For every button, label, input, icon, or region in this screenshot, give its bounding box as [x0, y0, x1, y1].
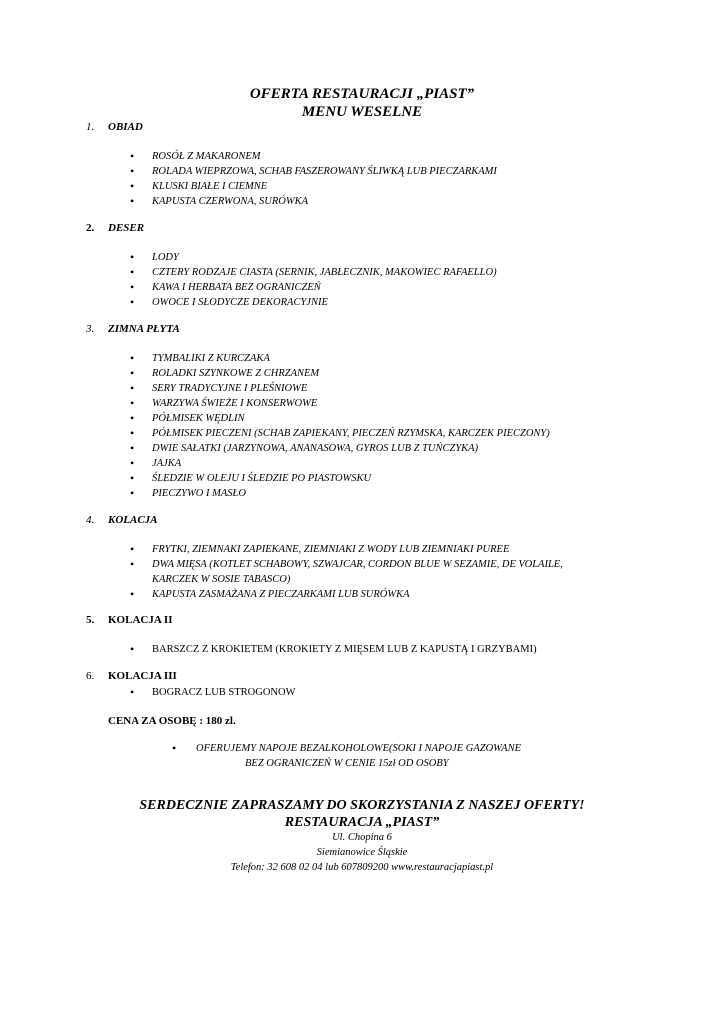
section-number: 3.	[86, 323, 95, 335]
list-item: • KAPUSTA CZERWONA, SURÓWKA	[130, 194, 497, 209]
list-item: • KAWA I HERBATA BEZ OGRANICZEŃ	[130, 280, 497, 295]
list-item: • PÓŁMISEK WĘDLIN	[130, 411, 550, 426]
section-number: 5.	[86, 614, 95, 626]
list-item: • LODY	[130, 250, 497, 265]
section-heading-obiad	[86, 121, 143, 133]
list-item-text: DWA MIĘSA (KOTLET SCHABOWY, SZWAJCAR, CORDON BLUE W SEZAMIE, DE VOLAILE,	[152, 559, 563, 570]
bullet-icon: •	[172, 741, 177, 755]
list-item: • WARZYWA ŚWIEŻE I KONSERWOWE	[130, 396, 550, 411]
section-label: OBIAD	[108, 121, 143, 133]
list-item: • PÓŁMISEK PIECZENI (SCHAB ZAPIEKANY, PIECZEŃ RZYMSKA, KARCZEK PIECZONY)	[130, 426, 550, 441]
list-item: • OWOCE I SŁODYCZE DEKORACYJNIE	[130, 295, 497, 310]
list-item: • TYMBALIKI Z KURCZAKA	[130, 351, 550, 366]
beverage-note-line: BEZ OGRANICZEŃ W CENIE 15zł OD OSOBY	[245, 758, 449, 769]
list-item: • CZTERY RODZAJE CIASTA (SERNIK, JABŁECZNIK, MAKOWIEC RAFAELLO)	[130, 265, 497, 280]
list-item: • JAJKA	[130, 456, 550, 471]
section-heading-deser	[86, 222, 144, 234]
section-heading-kolacja	[86, 514, 158, 526]
section-number: 2.	[86, 222, 95, 234]
document-title: OFERTA RESTAURACJI „PIAST”	[249, 86, 475, 102]
list-item: • ROSÓŁ Z MAKARONEM	[130, 149, 497, 164]
section-list-zimna-plyta	[130, 351, 550, 501]
section-label: KOLACJA II	[108, 614, 173, 626]
section-heading-kolacja-iii	[86, 670, 177, 682]
section-number: 4.	[86, 514, 95, 526]
section-label: KOLACJA III	[108, 670, 177, 682]
list-item: • ŚLEDZIE W OLEJU I ŚLEDZIE PO PIASTOWSKU	[130, 471, 550, 486]
section-label: ZIMNA PŁYTA	[108, 323, 180, 335]
section-list-obiad	[130, 149, 497, 209]
list-item: • FRYTKI, ZIEMNAKI ZAPIEKANE, ZIEMNIAKI Z WODY LUB ZIEMNIAKI PUREE	[130, 542, 640, 557]
list-item: • SERY TRADYCYJNE I PLEŚNIOWE	[130, 381, 550, 396]
section-list-kolacja-iii	[130, 685, 296, 700]
list-item: • ROLADKI SZYNKOWE Z CHRZANEM	[130, 366, 550, 381]
footer-city: Siemianowice Śląskie	[316, 847, 408, 858]
section-label: KOLACJA	[108, 514, 158, 526]
list-item: • KAPUSTA ZASMAŻANA Z PIECZARKAMI LUB SURÓWKA	[130, 587, 640, 602]
list-item: • ROLADA WIEPRZOWA, SCHAB FASZEROWANY ŚLIWKĄ LUB PIECZARKAMI	[130, 164, 497, 179]
footer-invitation: SERDECZNIE ZAPRASZAMY DO SKORZYSTANIA Z NASZEJ OFERTY!	[139, 798, 585, 813]
section-number: 6.	[86, 670, 95, 682]
document-subtitle: MENU WESELNE	[301, 104, 423, 120]
price-per-person: CENA ZA OSOBĘ : 180 zl.	[108, 715, 236, 727]
footer-restaurant-name: RESTAURACJA „PIAST”	[284, 815, 440, 830]
list-item	[130, 557, 640, 587]
list-item: • BARSZCZ Z KROKIETEM (KROKIETY Z MIĘSEM LUB Z KAPUSTĄ I GRZYBAMI)	[130, 642, 537, 657]
section-list-kolacja-ii	[130, 642, 537, 657]
beverage-note-line: OFERUJEMY NAPOJE BEZALKOHOLOWE(SOKI I NAPOJE GAZOWANE	[196, 743, 522, 754]
list-item-continuation: KARCZEK W SOSIE TABASCO)	[152, 574, 291, 585]
footer-street: Ul. Chopina 6	[332, 832, 392, 843]
section-heading-kolacja-ii	[86, 614, 173, 626]
list-item: • PIECZYWO I MASŁO	[130, 486, 550, 501]
beverage-note	[172, 741, 612, 771]
list-item: • DWIE SAŁATKI (JARZYNOWA, ANANASOWA, GYROS LUB Z TUŃCZYKA)	[130, 441, 550, 456]
footer-contact: Telefon: 32 608 02 04 lub 607809200 www.restauracjapiast.pl	[230, 862, 494, 873]
section-label: DESER	[108, 222, 145, 234]
list-item: • BOGRACZ LUB STROGONOW	[130, 685, 296, 700]
section-list-kolacja	[130, 542, 640, 602]
list-item: • KLUSKI BIAŁE I CIEMNE	[130, 179, 497, 194]
section-number: 1.	[86, 121, 95, 133]
section-heading-zimna-plyta	[86, 323, 180, 335]
section-list-deser	[130, 250, 497, 310]
